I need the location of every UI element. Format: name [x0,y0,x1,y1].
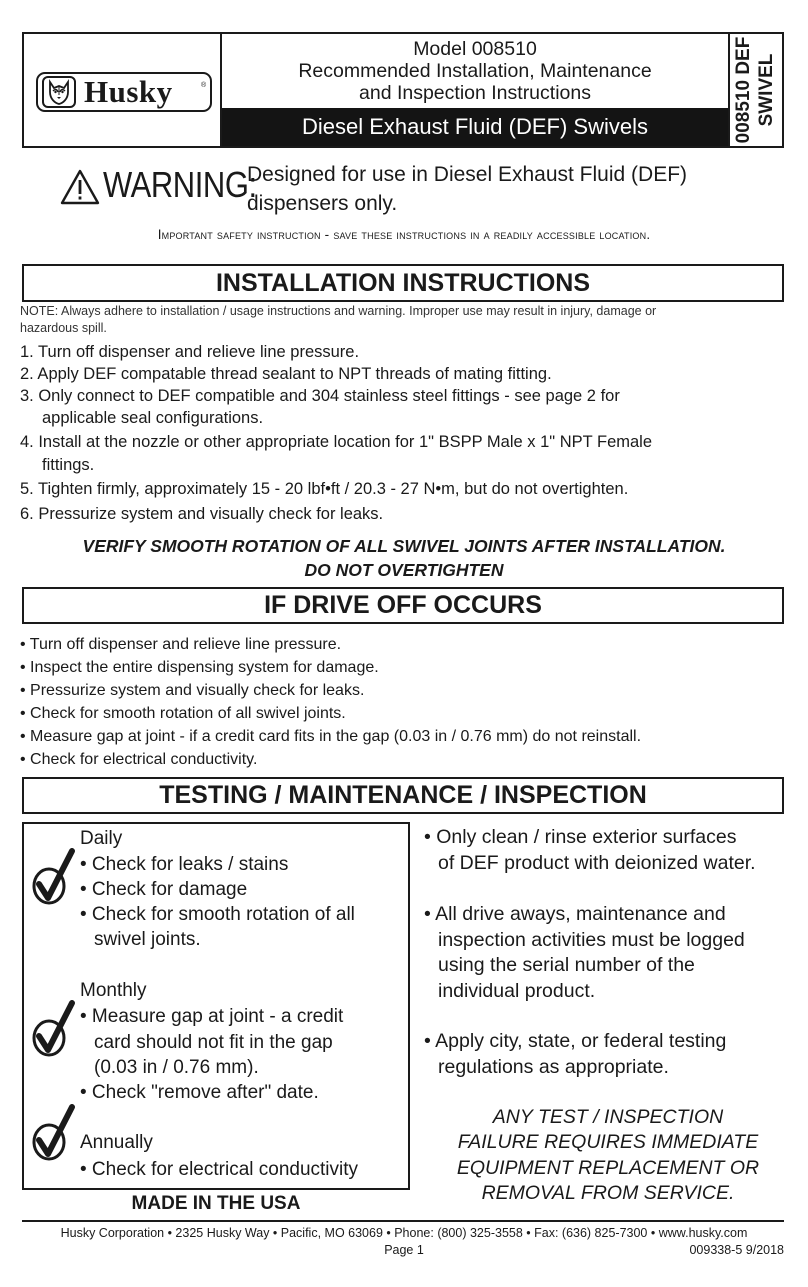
side-label [732,36,778,144]
monthly-item-2: • Check "remove after" date. [80,1082,319,1103]
drive-off-item-6: • Check for electrical conductivity. [20,751,258,768]
right-item-1-cont: of DEF product with deionized water. [438,852,756,874]
failure-notice-line-3: EQUIPMENT REPLACEMENT OR [456,1157,760,1179]
install-step-4: 4. Install at the nozzle or other appropriate location for 1" BSPP Male x 1" NPT Female [20,433,653,451]
registered-mark: ® [201,82,207,89]
title-cell [222,34,728,146]
note-line-1: NOTE: Always adhere to installation / usage instructions and warning. Improper use may result in injury, damage or [20,304,657,318]
testing-heading: TESTING / MAINTENANCE / INSPECTION [22,777,784,814]
side-label-line-2: SWIVEL [756,53,777,127]
husky-dog-logo-icon [42,76,76,108]
side-label-cell [728,34,782,146]
right-item-3: • Apply city, state, or federal testing [424,1030,727,1052]
brand-name: Husky [84,74,173,109]
checkmark-circle-icon [32,848,76,913]
title-line-2: and Inspection Instructions [359,82,591,104]
monthly-item-1-cont-2: (0.03 in / 0.76 mm). [94,1057,259,1078]
install-step-3: 3. Only connect to DEF compatible and 304 stainless steel fittings - see page 2 for [20,387,620,405]
drive-off-heading: IF DRIVE OFF OCCURS [22,587,784,624]
daily-label: Daily [80,828,123,849]
right-item-2-cont-2: using the serial number of the [438,954,695,976]
warning-triangle-icon [60,169,100,210]
failure-notice-line-2: FAILURE REQUIRES IMMEDIATE [457,1131,759,1153]
footer-divider [22,1220,784,1222]
daily-item-2: • Check for damage [80,879,248,900]
install-step-3-cont: applicable seal configurations. [42,409,264,427]
made-in-usa: MADE IN THE USA [131,1193,301,1214]
warning-word: WARNING: [103,164,257,205]
install-step-1: 1. Turn off dispenser and relieve line pressure. [20,343,360,361]
monthly-label: Monthly [80,980,147,1001]
daily-item-3-cont: swivel joints. [94,929,201,950]
monthly-item-1-cont-1: card should not fit in the gap [94,1032,333,1053]
title-line-1: Recommended Installation, Maintenance [298,60,652,82]
drive-off-item-3: • Pressurize system and visually check for leaks. [20,682,365,699]
drive-off-item-2: • Inspect the entire dispensing system for damage. [20,659,379,676]
logo-cell [24,34,222,146]
inspection-checklist [22,822,410,1190]
drive-off-item-1: • Turn off dispenser and relieve line pressure. [20,636,342,653]
install-step-4-cont: fittings. [42,456,95,474]
annually-label: Annually [80,1132,153,1153]
page-number: Page 1 [384,1243,424,1257]
document-header [22,32,784,148]
note-line-2: hazardous spill. [20,321,107,335]
model-number: Model 008510 [413,38,537,60]
install-step-6: 6. Pressurize system and visually check for leaks. [20,505,384,523]
right-item-3-cont: regulations as appropriate. [438,1056,669,1078]
drive-off-item-4: • Check for smooth rotation of all swivel joints. [20,705,346,722]
checkmark-circle-icon [32,1104,76,1169]
verify-line-1: VERIFY SMOOTH ROTATION OF ALL SWIVEL JOINTS AFTER INSTALLATION. [82,536,726,556]
right-item-2-cont-1: inspection activities must be logged [438,929,745,951]
drive-off-item-5: • Measure gap at joint - if a credit card fits in the gap (0.03 in / 0.76 mm) do not reinstall. [20,728,642,745]
right-item-1: • Only clean / rinse exterior surfaces [424,826,737,848]
product-title: Diesel Exhaust Fluid (DEF) Swivels [222,108,728,146]
warning-text-line-2: dispensers only. [247,192,398,215]
verify-line-2: DO NOT OVERTIGHTEN [304,560,504,580]
installation-heading: INSTALLATION INSTRUCTIONS [22,264,784,302]
failure-notice-line-4: REMOVAL FROM SERVICE. [481,1182,735,1204]
failure-notice-line-1: ANY TEST / INSPECTION [492,1106,724,1128]
install-step-2: 2. Apply DEF compatable thread sealant to NPT threads of mating fitting. [20,365,552,383]
right-item-2-cont-3: individual product. [438,980,596,1002]
monthly-item-1: • Measure gap at joint - a credit [80,1006,344,1027]
warning-text-line-1: Designed for use in Diesel Exhaust Fluid (DEF) [247,163,688,186]
annually-item-1: • Check for electrical conductivity [80,1159,359,1180]
install-step-5: 5. Tighten firmly, approximately 15 - 20 lbf•ft / 20.3 - 27 N•m, but do not overtighten. [20,480,629,498]
daily-item-3: • Check for smooth rotation of all [80,904,355,925]
company-contact: Husky Corporation • 2325 Husky Way • Pacific, MO 63069 • Phone: (800) 325-3558 • Fax: (636) 825-7300 • www.husky.com [60,1226,748,1240]
safety-instruction: Important safety instruction - save these instructions in a readily accessible location. [157,227,651,242]
document-code: 009338-5 9/2018 [689,1243,784,1257]
right-item-2: • All drive aways, maintenance and [424,903,726,925]
husky-logo [36,72,212,112]
checkmark-circle-icon [32,1000,76,1065]
daily-item-1: • Check for leaks / stains [80,854,289,875]
side-label-line-1: 008510 DEF [733,36,754,144]
